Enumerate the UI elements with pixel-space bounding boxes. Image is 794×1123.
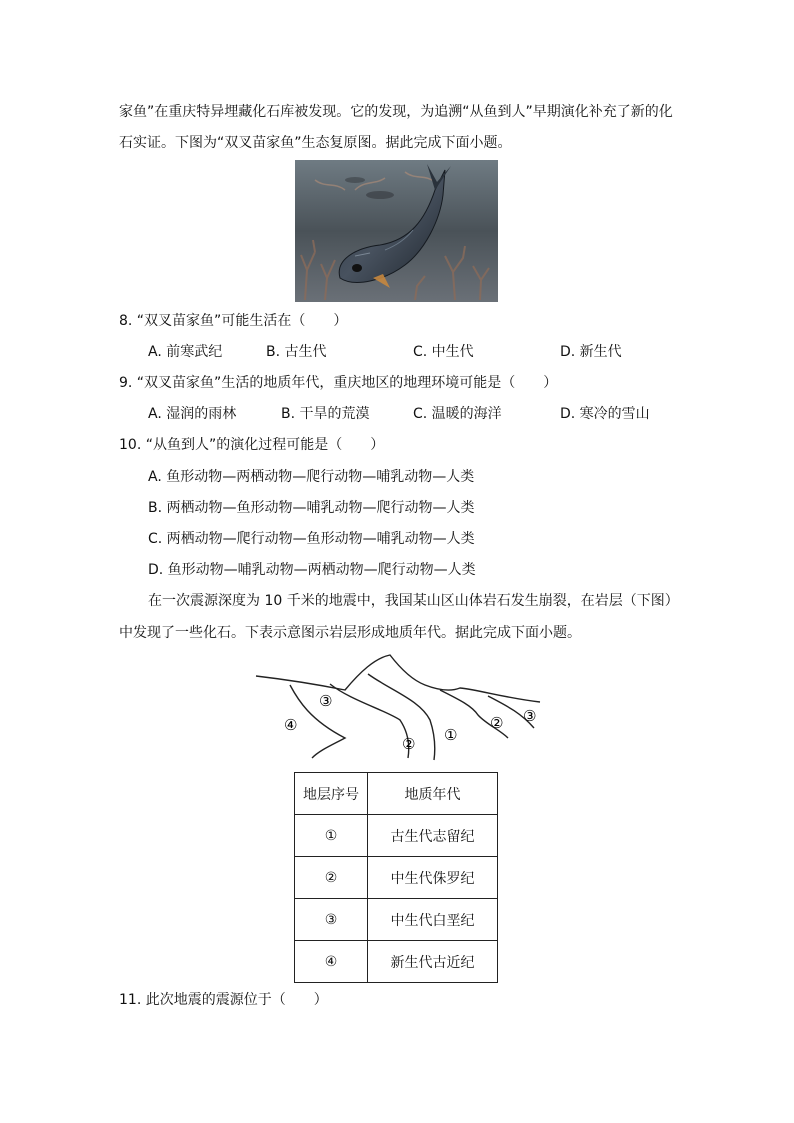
table-row [295, 899, 498, 941]
rock-strata-diagram [250, 650, 550, 765]
header-stratum-number: 地层序号 [295, 773, 368, 815]
strata-label-4-left: ④ [284, 716, 298, 734]
geologic-age-table [294, 772, 498, 983]
q9-option-b[interactable]: B. 干旱的荒漠 [281, 406, 370, 422]
table-row [295, 941, 498, 983]
fish-reconstruction-image [295, 160, 498, 302]
passage-2-line-2: 中发现了一些化石。下表示意图示岩层形成地质年代。据此完成下面小题。 [119, 625, 581, 641]
intro-line-2: 石实证。下图为“双叉苗家鱼”生态复原图。据此完成下面小题。 [119, 135, 512, 151]
q8-option-a[interactable]: A. 前寒武纪 [148, 344, 223, 360]
intro-line-1: 家鱼”在重庆特异埋藏化石库被发现。它的发现，为追溯“从鱼到人”早期演化补充了新的化 [119, 104, 673, 120]
stratum-number-cell: ① [295, 815, 368, 857]
question-11-stem: 11. 此次地震的震源位于（ ） [119, 992, 328, 1008]
strata-label-3-right: ③ [523, 707, 537, 725]
question-10-stem: 10. “从鱼到人”的演化过程可能是（ ） [119, 437, 385, 453]
strata-label-2-right: ② [490, 714, 504, 732]
q9-option-a[interactable]: A. 湿润的雨林 [148, 406, 237, 422]
q9-option-c[interactable]: C. 温暖的海洋 [413, 406, 502, 422]
table-row [295, 857, 498, 899]
question-9-stem: 9. “双叉苗家鱼”生活的地质年代，重庆地区的地理环境可能是（ ） [119, 375, 558, 391]
q8-option-d[interactable]: D. 新生代 [560, 344, 622, 360]
strata-label-2-left: ② [402, 735, 416, 753]
q10-option-b[interactable]: B. 两栖动物—鱼形动物—哺乳动物—爬行动物—人类 [148, 500, 475, 516]
stratum-number-cell: ② [295, 857, 368, 899]
geologic-age-cell: 中生代白垩纪 [368, 899, 498, 941]
strata-label-1: ① [444, 726, 458, 744]
q8-option-b[interactable]: B. 古生代 [266, 344, 327, 360]
question-8-stem: 8. “双叉苗家鱼”可能生活在（ ） [119, 313, 348, 329]
header-geologic-age: 地质年代 [368, 773, 498, 815]
passage-2-line-1: 在一次震源深度为 10 千米的地震中，我国某山区山体岩石发生崩裂，在岩层（下图） [148, 593, 679, 609]
table-header-row [295, 773, 498, 815]
geologic-age-cell: 新生代古近纪 [368, 941, 498, 983]
q8-option-c[interactable]: C. 中生代 [413, 344, 474, 360]
table-row [295, 815, 498, 857]
q10-option-a[interactable]: A. 鱼形动物—两栖动物—爬行动物—哺乳动物—人类 [148, 469, 475, 485]
q10-option-c[interactable]: C. 两栖动物—爬行动物—鱼形动物—哺乳动物—人类 [148, 531, 475, 547]
geologic-age-cell: 古生代志留纪 [368, 815, 498, 857]
strata-label-3-left: ③ [319, 692, 333, 710]
stratum-number-cell: ③ [295, 899, 368, 941]
stratum-number-cell: ④ [295, 941, 368, 983]
geologic-age-cell: 中生代侏罗纪 [368, 857, 498, 899]
q10-option-d[interactable]: D. 鱼形动物—哺乳动物—两栖动物—爬行动物—人类 [148, 562, 476, 578]
q9-option-d[interactable]: D. 寒冷的雪山 [560, 406, 650, 422]
